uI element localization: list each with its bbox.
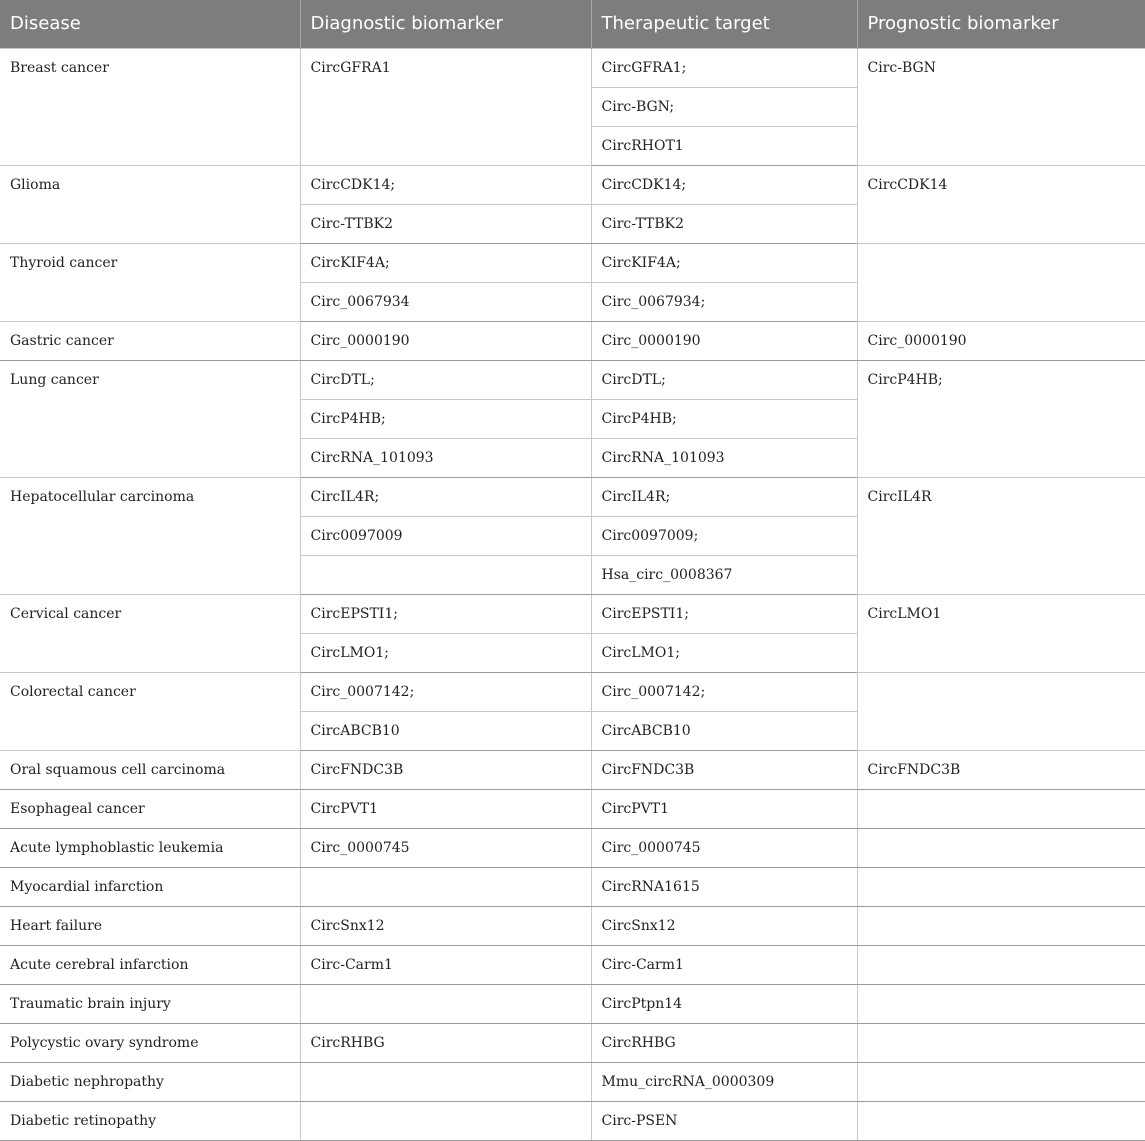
prognostic-biomarker-cell	[857, 984, 1145, 1023]
table-row	[0, 321, 1145, 360]
therapeutic-target-cell: CircRNA1615	[591, 867, 857, 906]
prognostic-biomarker-cell: CircLMO1	[857, 594, 1145, 672]
prognostic-biomarker-cell: CircCDK14	[857, 165, 1145, 243]
disease-cell: Gastric cancer	[0, 321, 300, 360]
table-row	[0, 867, 1145, 906]
disease-cell: Thyroid cancer	[0, 243, 300, 321]
disease-cell: Lung cancer	[0, 360, 300, 477]
header-prognostic-biomarker: Prognostic biomarker	[857, 0, 1145, 48]
diagnostic-biomarker-cell: CircDTL;	[300, 360, 591, 399]
therapeutic-target-cell: CircSnx12	[591, 906, 857, 945]
disease-cell: Traumatic brain injury	[0, 984, 300, 1023]
diagnostic-biomarker-cell	[300, 555, 591, 594]
header-disease: Disease	[0, 0, 300, 48]
table-row	[0, 789, 1145, 828]
therapeutic-target-cell: CircABCB10	[591, 711, 857, 750]
therapeutic-target-cell: CircIL4R;	[591, 477, 857, 516]
therapeutic-target-cell: Circ_0067934;	[591, 282, 857, 321]
header-therapeutic-target: Therapeutic target	[591, 0, 857, 48]
table-row	[0, 1062, 1145, 1101]
diagnostic-biomarker-cell: CircCDK14;	[300, 165, 591, 204]
diagnostic-biomarker-cell: CircKIF4A;	[300, 243, 591, 282]
diagnostic-biomarker-cell: CircEPSTI1;	[300, 594, 591, 633]
diagnostic-biomarker-cell: CircGFRA1	[300, 48, 591, 165]
disease-cell: Diabetic retinopathy	[0, 1101, 300, 1140]
disease-cell: Polycystic ovary syndrome	[0, 1023, 300, 1062]
therapeutic-target-cell: CircLMO1;	[591, 633, 857, 672]
disease-cell: Breast cancer	[0, 48, 300, 165]
prognostic-biomarker-cell	[857, 945, 1145, 984]
disease-cell: Cervical cancer	[0, 594, 300, 672]
diagnostic-biomarker-cell: CircFNDC3B	[300, 750, 591, 789]
diagnostic-biomarker-cell: CircPVT1	[300, 789, 591, 828]
disease-cell: Esophageal cancer	[0, 789, 300, 828]
therapeutic-target-cell: CircKIF4A;	[591, 243, 857, 282]
disease-cell: Myocardial infarction	[0, 867, 300, 906]
prognostic-biomarker-cell	[857, 789, 1145, 828]
disease-cell: Diabetic nephropathy	[0, 1062, 300, 1101]
therapeutic-target-cell: Circ-Carm1	[591, 945, 857, 984]
therapeutic-target-cell: CircPVT1	[591, 789, 857, 828]
diagnostic-biomarker-cell: CircSnx12	[300, 906, 591, 945]
prognostic-biomarker-cell: CircIL4R	[857, 477, 1145, 594]
therapeutic-target-cell: Circ_0000190	[591, 321, 857, 360]
therapeutic-target-cell: CircFNDC3B	[591, 750, 857, 789]
disease-cell: Heart failure	[0, 906, 300, 945]
diagnostic-biomarker-cell: Circ_0007142;	[300, 672, 591, 711]
diagnostic-biomarker-cell: Circ_0000190	[300, 321, 591, 360]
table-body	[0, 48, 1145, 1140]
diagnostic-biomarker-cell: CircABCB10	[300, 711, 591, 750]
table-row	[0, 906, 1145, 945]
prognostic-biomarker-cell	[857, 1023, 1145, 1062]
diagnostic-biomarker-cell	[300, 1101, 591, 1140]
diagnostic-biomarker-cell	[300, 1062, 591, 1101]
prognostic-biomarker-cell	[857, 672, 1145, 750]
prognostic-biomarker-cell	[857, 906, 1145, 945]
table-row	[0, 1023, 1145, 1062]
prognostic-biomarker-cell	[857, 867, 1145, 906]
table-row	[0, 672, 1145, 711]
header-diagnostic-biomarker: Diagnostic biomarker	[300, 0, 591, 48]
table-row	[0, 477, 1145, 516]
therapeutic-target-cell: Mmu_circRNA_0000309	[591, 1062, 857, 1101]
therapeutic-target-cell: CircPtpn14	[591, 984, 857, 1023]
table-row	[0, 945, 1145, 984]
diagnostic-biomarker-cell: CircP4HB;	[300, 399, 591, 438]
therapeutic-target-cell: CircCDK14;	[591, 165, 857, 204]
therapeutic-target-cell: Circ_0007142;	[591, 672, 857, 711]
table-row	[0, 165, 1145, 204]
therapeutic-target-cell: CircDTL;	[591, 360, 857, 399]
therapeutic-target-cell: CircGFRA1;	[591, 48, 857, 87]
table-row	[0, 48, 1145, 87]
table-row	[0, 360, 1145, 399]
therapeutic-target-cell: Circ_0000745	[591, 828, 857, 867]
disease-cell: Oral squamous cell carcinoma	[0, 750, 300, 789]
diagnostic-biomarker-cell: CircIL4R;	[300, 477, 591, 516]
therapeutic-target-cell: CircRHBG	[591, 1023, 857, 1062]
table-row	[0, 750, 1145, 789]
disease-cell: Glioma	[0, 165, 300, 243]
diagnostic-biomarker-cell: Circ_0067934	[300, 282, 591, 321]
disease-cell: Acute lymphoblastic leukemia	[0, 828, 300, 867]
prognostic-biomarker-cell: Circ-BGN	[857, 48, 1145, 165]
prognostic-biomarker-cell	[857, 1101, 1145, 1140]
diagnostic-biomarker-cell: CircLMO1;	[300, 633, 591, 672]
diagnostic-biomarker-cell: Circ-Carm1	[300, 945, 591, 984]
therapeutic-target-cell: CircP4HB;	[591, 399, 857, 438]
table-row	[0, 1101, 1145, 1140]
prognostic-biomarker-cell: CircP4HB;	[857, 360, 1145, 477]
table-row	[0, 243, 1145, 282]
therapeutic-target-cell: Circ-PSEN	[591, 1101, 857, 1140]
disease-cell: Acute cerebral infarction	[0, 945, 300, 984]
disease-cell: Hepatocellular carcinoma	[0, 477, 300, 594]
prognostic-biomarker-cell: Circ_0000190	[857, 321, 1145, 360]
table-row	[0, 594, 1145, 633]
therapeutic-target-cell: Circ-TTBK2	[591, 204, 857, 243]
therapeutic-target-cell: Circ0097009;	[591, 516, 857, 555]
therapeutic-target-cell: CircEPSTI1;	[591, 594, 857, 633]
table-row	[0, 984, 1145, 1023]
therapeutic-target-cell: CircRNA_101093	[591, 438, 857, 477]
diagnostic-biomarker-cell: Circ_0000745	[300, 828, 591, 867]
disease-cell: Colorectal cancer	[0, 672, 300, 750]
table-row	[0, 828, 1145, 867]
prognostic-biomarker-cell	[857, 243, 1145, 321]
prognostic-biomarker-cell: CircFNDC3B	[857, 750, 1145, 789]
header-row	[0, 0, 1145, 48]
diagnostic-biomarker-cell: CircRHBG	[300, 1023, 591, 1062]
prognostic-biomarker-cell	[857, 828, 1145, 867]
therapeutic-target-cell: CircRHOT1	[591, 126, 857, 165]
diagnostic-biomarker-cell	[300, 867, 591, 906]
therapeutic-target-cell: Hsa_circ_0008367	[591, 555, 857, 594]
diagnostic-biomarker-cell	[300, 984, 591, 1023]
diagnostic-biomarker-cell: Circ0097009	[300, 516, 591, 555]
diagnostic-biomarker-cell: CircRNA_101093	[300, 438, 591, 477]
diagnostic-biomarker-cell: Circ-TTBK2	[300, 204, 591, 243]
therapeutic-target-cell: Circ-BGN;	[591, 87, 857, 126]
prognostic-biomarker-cell	[857, 1062, 1145, 1101]
